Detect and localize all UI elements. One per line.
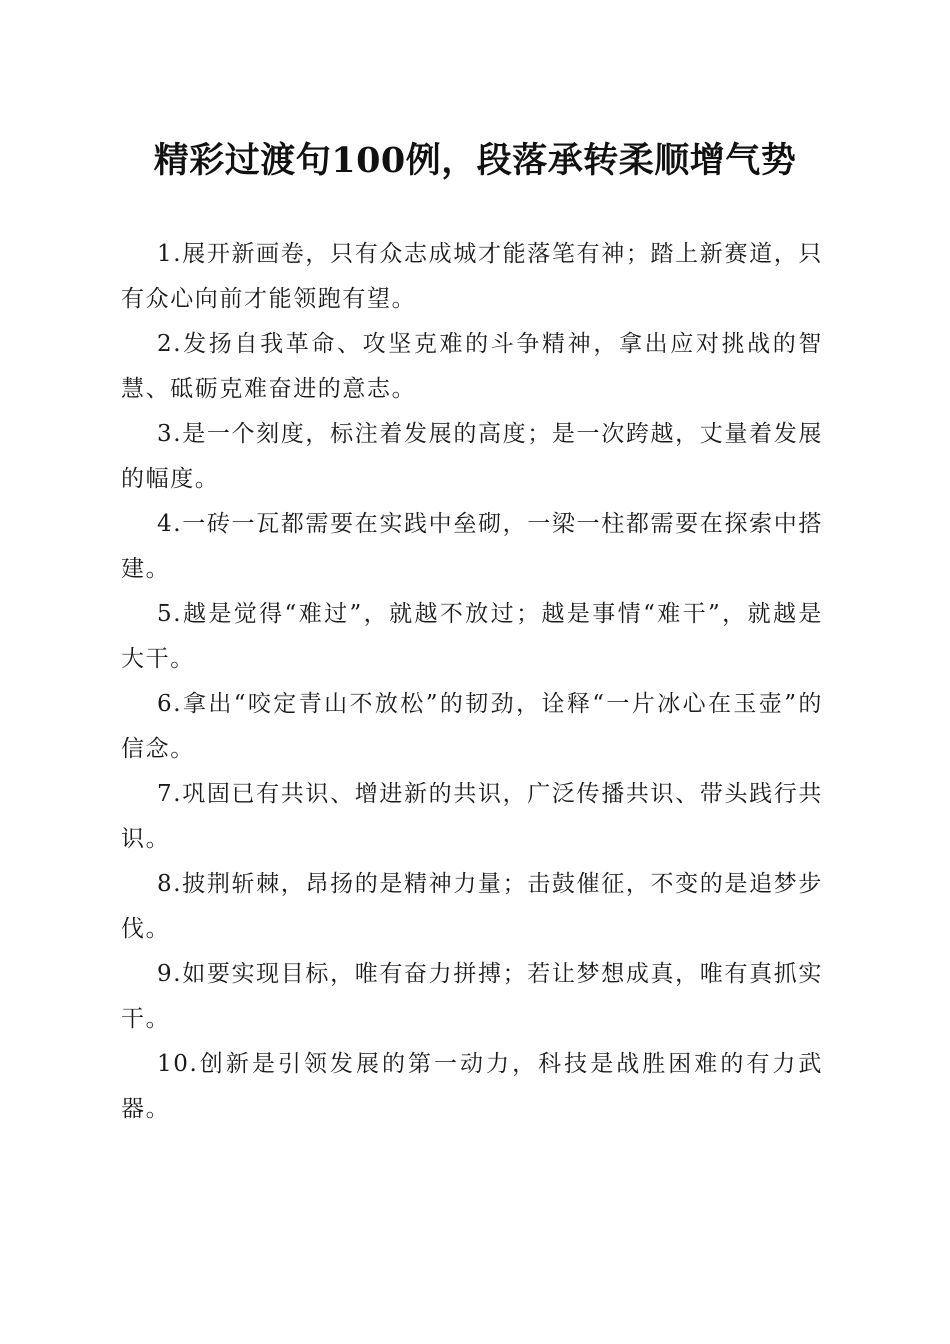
list-item: 9.如要实现目标，唯有奋力拼搏；若让梦想成真，唯有真抓实干。 — [121, 961, 823, 1032]
list-item: 1.展开新画卷，只有众志成城才能落笔有神；踏上新赛道，只有众心向前才能领跑有望。 — [121, 241, 823, 312]
list-item: 4.一砖一瓦都需要在实践中垒砌，一梁一柱都需要在探索中搭建。 — [121, 511, 823, 582]
list-item: 10.创新是引领发展的第一动力，科技是战胜困难的有力武器。 — [121, 1051, 823, 1122]
list-item: 6.拿出“咬定青山不放松”的韧劲，诠释“一片冰心在玉壶”的信念。 — [121, 691, 823, 762]
list-item: 5.越是觉得“难过”，就越不放过；越是事情“难干”，就越是大干。 — [121, 601, 823, 672]
list-item: 2.发扬自我革命、攻坚克难的斗争精神，拿出应对挑战的智慧、砥砺克难奋进的意志。 — [121, 331, 823, 402]
list-item: 8.披荆斩棘，昂扬的是精神力量；击鼓催征，不变的是追梦步伐。 — [121, 871, 823, 942]
list-item: 3.是一个刻度，标注着发展的高度；是一次跨越，丈量着发展的幅度。 — [121, 421, 823, 492]
document-body — [121, 232, 823, 1132]
document-title: 精彩过渡句100例，段落承转柔顺增气势 — [153, 140, 797, 181]
list-item: 7.巩固已有共识、增进新的共识，广泛传播共识、带头践行共识。 — [121, 781, 823, 852]
